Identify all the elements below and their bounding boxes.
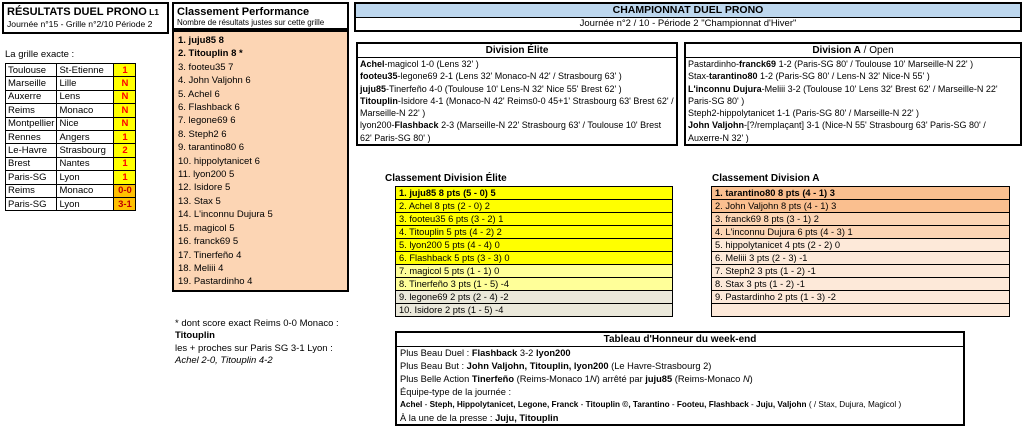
ranking-row: 5. hippolytanicet 4 pts (2 - 2) 0: [712, 239, 1009, 252]
match-result: N: [114, 77, 136, 90]
honor-line: À la une de la presse : Juju, Titouplin: [400, 412, 559, 423]
home-team: Paris-SG: [6, 197, 57, 210]
match-row: [6, 184, 136, 197]
ranking-item: 16. franck69 5: [178, 236, 239, 248]
honor-title: Tableau d'Honneur du week-end: [397, 333, 963, 347]
classement-elite-title: Classement Division Élite: [385, 173, 507, 184]
match-result: 1: [114, 171, 136, 184]
division-a-box: [684, 42, 1022, 146]
home-team: Reims: [6, 184, 57, 197]
ranking-item: 6. Flashback 6: [178, 102, 240, 114]
results-header: [2, 2, 169, 34]
match-row: [6, 90, 136, 103]
championship-title: CHAMPIONNAT DUEL PRONO: [356, 4, 1020, 18]
ranking-row: 6. Meliii 3 pts (2 - 3) -1: [712, 252, 1009, 265]
away-team: Lens: [57, 90, 114, 103]
match-line: [686, 119, 1020, 144]
division-a-matches: [686, 58, 1020, 144]
performance-title: Classement Performance: [177, 6, 310, 18]
match-line: [686, 58, 1020, 70]
home-team: Rennes: [6, 130, 57, 143]
footnote: [172, 318, 349, 368]
ranking-row: 2. John Valjohn 8 pts (4 - 1) 3: [712, 200, 1009, 213]
home-team: Marseille: [6, 77, 57, 90]
ranking-item: 12. Isidore 5: [178, 182, 231, 194]
match-result: N: [114, 90, 136, 103]
match-row: [6, 197, 136, 210]
match-winner: tarantino80: [709, 71, 758, 82]
ranking-row: 4. L'inconnu Dujura 6 pts (4 - 3) 1: [712, 226, 1009, 239]
ranking-row: 3. footeu35 6 pts (3 - 2) 1: [396, 213, 672, 226]
championship-header: [354, 2, 1022, 32]
ranking-item: 19. Pastardinho 4: [178, 276, 253, 288]
ranking-row: 8. Tinerfeño 3 pts (1 - 5) -4: [396, 278, 672, 291]
championship-subtitle: Journée n°2 / 10 - Période 2 "Championnat d'Hiver": [356, 18, 1020, 30]
results-panel: [2, 2, 169, 211]
division-a-title-bold: Division A: [812, 45, 861, 56]
footnote-line-2: Titouplin: [175, 330, 215, 342]
performance-header: [172, 2, 349, 30]
match-post: 1-2 (Paris-SG 80' / Toulouse 10' Marseille-N 22' ): [776, 59, 974, 69]
match-pre: Stax-: [688, 71, 710, 82]
match-line: [358, 70, 676, 82]
away-team: Monaco: [57, 184, 114, 197]
results-title: [7, 6, 164, 18]
performance-subtitle: Nombre de résultats justes sur cette grille: [177, 18, 325, 27]
match-winner: Flashback: [394, 120, 439, 131]
match-winner: Achel: [360, 59, 385, 69]
honor-line: Plus Belle Action Tinerfeño (Reims-Monaco 1N) arrêté par juju85 (Reims-Monaco N): [400, 373, 753, 384]
away-team: Nice: [57, 117, 114, 130]
match-pre: Pastardinho-: [688, 59, 740, 69]
ranking-item: 15. magicol 5: [178, 222, 235, 234]
ranking-item: 13. Stax 5: [178, 195, 221, 207]
ranking-item: 9. tarantino80 6: [178, 142, 245, 154]
division-a-title: [686, 44, 1020, 58]
ranking-item: 7. legone69 6: [178, 115, 236, 127]
match-result: N: [114, 104, 136, 117]
away-team: Lyon: [57, 197, 114, 210]
ranking-row: 3. franck69 8 pts (3 - 1) 2: [712, 213, 1009, 226]
match-line: [358, 58, 676, 70]
ranking-row: 1. juju85 8 pts (5 - 0) 5: [396, 187, 672, 200]
division-elite-title: [358, 44, 676, 58]
match-result: 1: [114, 157, 136, 170]
results-title-suffix: L1: [146, 7, 160, 17]
ranking-item: 18. Meliii 4: [178, 262, 224, 274]
ranking-row: 7. magicol 5 pts (1 - 1) 0: [396, 265, 672, 278]
match-line: [358, 119, 676, 144]
ranking-row: 6. Flashback 5 pts (3 - 3) 0: [396, 252, 672, 265]
performance-panel: [172, 2, 349, 368]
ranking-row: 10. Isidore 2 pts (1 - 5) -4: [396, 304, 672, 316]
match-winner: L'inconnu Dujura: [688, 83, 762, 94]
match-post: -Tinerfeño 4-0 (Toulouse 10' Lens-N 32' Nice 55' Brest 62' ): [386, 83, 622, 94]
home-team: Paris-SG: [6, 171, 57, 184]
match-row: [6, 64, 136, 77]
honor-line: Plus Beau But : John Valjohn, Titouplin, lyon200 (Le Havre-Strasbourg 2): [400, 360, 712, 371]
away-team: St-Etienne: [57, 64, 114, 77]
away-team: Strasbourg: [57, 144, 114, 157]
ranking-row: 5. lyon200 5 pts (4 - 4) 0: [396, 239, 672, 252]
ranking-item: 4. John Valjohn 6: [178, 75, 251, 87]
ranking-item: 3. footeu35 7: [178, 61, 234, 73]
match-line: [686, 83, 1020, 108]
honor-line: Équipe-type de la journée :: [400, 386, 512, 397]
away-team: Monaco: [57, 104, 114, 117]
ranking-item: 5. Achel 6: [178, 88, 220, 100]
home-team: Le-Havre: [6, 144, 57, 157]
match-post: -Meliii 3-2 (Toulouse 10' Lens 32' Brest 62' / Marseille-N 22' Paris-SG 80' ): [688, 83, 998, 106]
match-post: -legone69 2-1 (Lens 32' Monaco-N 42' / Strasbourg 63' ): [397, 71, 622, 82]
results-subtitle: Journée n°15 - Grille n°2/10 Période 2: [7, 19, 153, 29]
honor-line: Plus Beau Duel : Flashback 3-2 lyon200: [400, 348, 571, 358]
ranking-row: 2. Achel 8 pts (2 - 0) 2: [396, 200, 672, 213]
match-winner: juju85: [360, 83, 387, 94]
footnote-line-3: les + proches sur Paris SG 3-1 Lyon :: [175, 342, 333, 354]
honor-lines: [397, 347, 963, 424]
match-row: [6, 157, 136, 170]
match-result: 2: [114, 144, 136, 157]
match-result: 0-0: [114, 184, 136, 197]
match-line: [358, 95, 676, 120]
classement-a-table: [711, 186, 1010, 317]
match-result: 3-1: [114, 197, 136, 210]
match-result: 1: [114, 130, 136, 143]
ranking-item: 8. Steph2 6: [178, 128, 227, 140]
ranking-item: 10. hippolytanicet 6: [178, 155, 260, 167]
division-elite-box: [356, 42, 678, 146]
honor-line: Achel - Steph, Hippolytanicet, Legone, Franck - Titouplin ©, Tarantino - Footeu, Flashback - Juju, Valjohn ( / Stax, Dujura, Magicol ): [400, 399, 902, 409]
ranking-item: 1. juju85 8: [178, 35, 224, 46]
home-team: Toulouse: [6, 64, 57, 77]
footnote-line-4: Achel 2-0, Titouplin 4-2: [175, 355, 273, 367]
ranking-row: 9. legone69 2 pts (2 - 4) -2: [396, 291, 672, 304]
away-team: Lyon: [57, 171, 114, 184]
match-row: [6, 130, 136, 143]
match-result: N: [114, 117, 136, 130]
ranking-item: 14. L'inconnu Dujura 5: [178, 209, 273, 221]
match-winner: franck69: [739, 59, 777, 69]
match-row: [6, 77, 136, 90]
division-elite-matches: [358, 58, 676, 144]
ranking-item: 11. lyon200 5: [178, 169, 235, 181]
match-post: 2-3 (Marseille-N 22' Strasbourg 63' / Toulouse 10' Brest 62' Paris-SG 80' ): [360, 120, 662, 143]
footnote-line-1: * dont score exact Reims 0-0 Monaco :: [175, 317, 339, 329]
ranking-row: 1. tarantino80 8 pts (4 - 1) 3: [712, 187, 1009, 200]
results-table-body: [6, 64, 136, 211]
ranking-row: 7. Steph2 3 pts (1 - 2) -1: [712, 265, 1009, 278]
home-team: Auxerre: [6, 90, 57, 103]
match-winner: footeu35: [360, 71, 398, 82]
match-post: -magicol 1-0 (Lens 32' ): [384, 59, 479, 69]
performance-list: [172, 30, 349, 292]
ranking-row: 9. Pastardinho 2 pts (1 - 3) -2: [712, 291, 1009, 304]
results-table: [5, 63, 136, 211]
grid-exact-label: La grille exacte :: [5, 49, 75, 60]
away-team: Nantes: [57, 157, 114, 170]
ranking-item: 2. Titouplin 8 *: [178, 48, 243, 60]
match-result: 1: [114, 64, 136, 77]
match-post: 1-2 (Paris-SG 80' / Lens-N 32' Nice-N 55' ): [757, 71, 930, 82]
match-line: [358, 83, 676, 95]
match-row: [6, 144, 136, 157]
division-elite-title-bold: Division Élite: [485, 45, 549, 56]
match-winner: Titouplin: [360, 95, 398, 106]
match-row: [6, 117, 136, 130]
division-a-title-suffix: / Open: [860, 45, 894, 56]
away-team: Lille: [57, 77, 114, 90]
match-pre: Steph2-hippolytanicet 1-1 (Paris-SG 80' / Marseille-N 22' ): [688, 108, 920, 119]
match-line: [686, 70, 1020, 82]
match-post: -[?/remplaçant] 3-1 (Nice-N 55' Strasbourg 63' Paris-SG 80' / Auxerre-N 32' ): [688, 120, 986, 143]
ranking-row: 8. Stax 3 pts (1 - 2) -1: [712, 278, 1009, 291]
match-winner: John Valjohn: [688, 120, 745, 131]
ranking-item: 17. Tinerfeño 4: [178, 249, 242, 261]
classement-a-title: Classement Division A: [712, 173, 820, 184]
honor-box: [395, 331, 965, 426]
results-title-text: RÉSULTATS DUEL PRONO: [7, 6, 147, 18]
home-team: Reims: [6, 104, 57, 117]
match-post: -Isidore 4-1 (Monaco-N 42' Reims0-0 45+1' Strasbourg 63' Brest 62' / Marseille-N 22' ): [360, 95, 674, 119]
match-row: [6, 104, 136, 117]
match-line: [686, 107, 1020, 119]
match-pre: lyon200-: [360, 120, 395, 131]
away-team: Angers: [57, 130, 114, 143]
match-row: [6, 171, 136, 184]
home-team: Montpellier: [6, 117, 57, 130]
ranking-row: 4. Titouplin 5 pts (4 - 2) 2: [396, 226, 672, 239]
classement-elite-table: [395, 186, 673, 317]
home-team: Brest: [6, 157, 57, 170]
